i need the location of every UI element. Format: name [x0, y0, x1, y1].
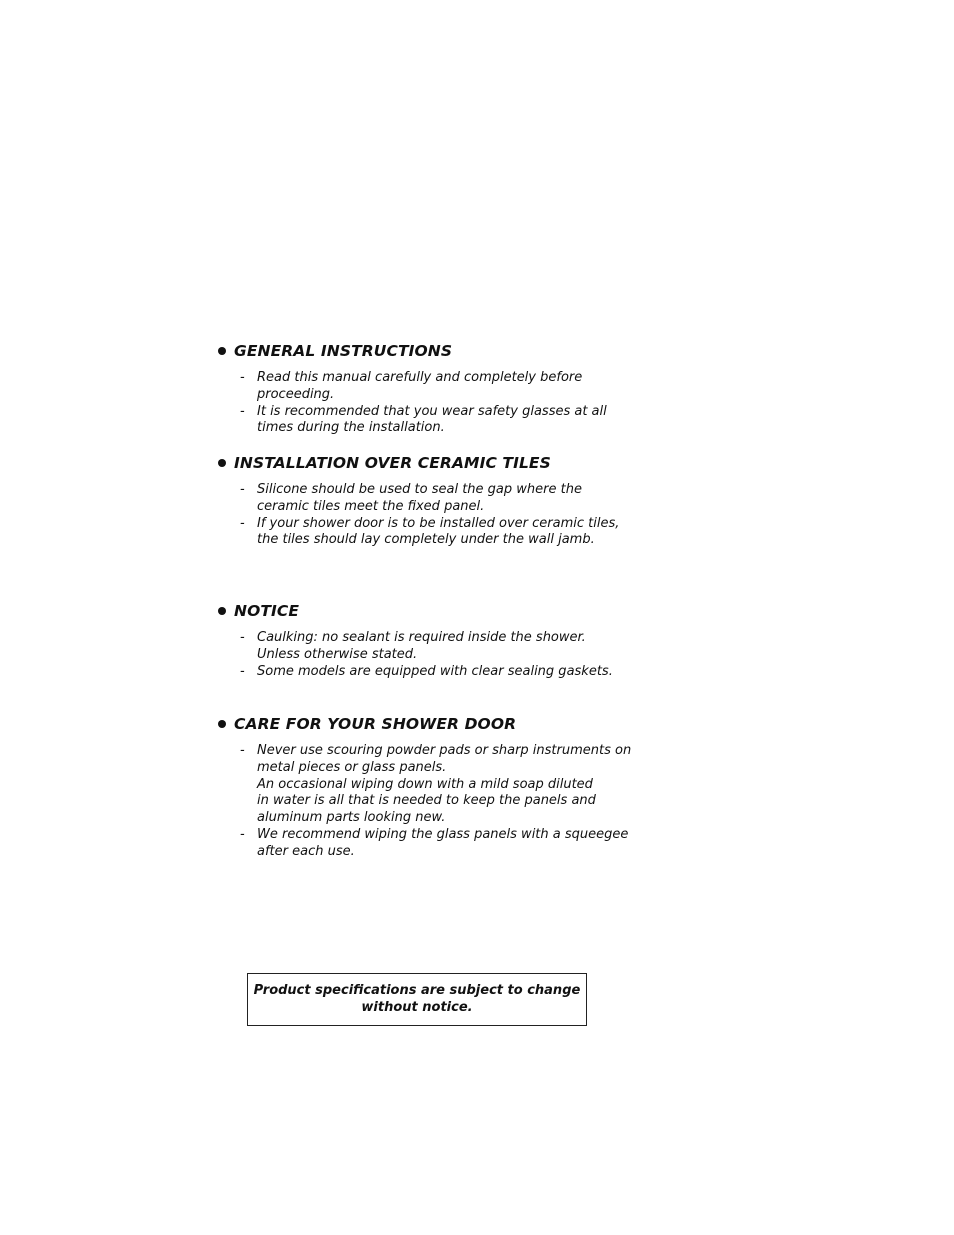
list-item: [218, 664, 638, 681]
instruction-list: [218, 630, 638, 680]
item-line: Never use scouring powder pads or sharp instruments on: [257, 743, 632, 758]
section-installation-over-ceramic-tiles: [218, 452, 638, 549]
notice-line: Product specifications are subject to change: [253, 983, 581, 998]
item-line: If your shower door is to be installed over ceramic tiles,: [257, 515, 620, 531]
item-line: aluminum parts looking new.: [257, 810, 446, 826]
section-heading: [218, 340, 638, 362]
item-line: proceeding.: [257, 386, 335, 402]
section-general-instructions: [218, 340, 638, 437]
list-item: [218, 827, 638, 861]
specifications-notice-box: [247, 973, 587, 1026]
item-line: in water is all that is needed to keep the panels and: [257, 793, 596, 809]
item-line: ceramic tiles meet the fixed panel.: [257, 498, 485, 514]
item-line: It is recommended that you wear safety glasses at all: [257, 403, 607, 419]
notice-line: without notice.: [361, 999, 473, 1015]
item-line: Read this manual carefully and completely before: [257, 370, 583, 385]
heading-text: GENERAL INSTRUCTIONS: [234, 342, 453, 360]
list-item: [218, 630, 638, 664]
section-care-for-your-shower-door: [218, 713, 638, 861]
item-line: An occasional wiping down with a mild soap diluted: [257, 776, 593, 792]
item-line: after each use.: [257, 843, 355, 859]
instruction-list: [218, 370, 638, 437]
list-item: [218, 743, 638, 827]
list-item: [218, 516, 638, 550]
section-notice: [218, 600, 638, 680]
list-item: [218, 482, 638, 516]
item-line: metal pieces or glass panels.: [257, 759, 447, 775]
item-line: We recommend wiping the glass panels with a squeegee: [257, 826, 629, 842]
dash-marker: -: [240, 663, 245, 679]
dash-marker: -: [240, 403, 245, 419]
item-line: Some models are equipped with clear sealing gaskets.: [257, 663, 613, 679]
heading-text: CARE FOR YOUR SHOWER DOOR: [234, 715, 517, 733]
heading-text: NOTICE: [234, 602, 300, 620]
section-heading: [218, 713, 638, 735]
list-item: [218, 404, 638, 438]
dash-marker: -: [240, 743, 245, 758]
bullet-icon: [218, 347, 226, 355]
heading-text: INSTALLATION OVER CERAMIC TILES: [234, 454, 551, 472]
bullet-icon: [218, 720, 226, 728]
bullet-icon: [218, 459, 226, 467]
item-line: Unless otherwise stated.: [257, 646, 418, 662]
item-line: Silicone should be used to seal the gap where the: [257, 482, 582, 497]
dash-marker: -: [240, 370, 245, 385]
item-line: Caulking: no sealant is required inside the shower.: [257, 630, 586, 645]
instruction-list: [218, 743, 638, 861]
section-heading: [218, 600, 638, 622]
dash-marker: -: [240, 630, 245, 645]
section-heading: [218, 452, 638, 474]
item-line: times during the installation.: [257, 420, 445, 436]
bullet-icon: [218, 607, 226, 615]
dash-marker: -: [240, 826, 245, 842]
item-line: the tiles should lay completely under the wall jamb.: [257, 532, 595, 548]
list-item: [218, 370, 638, 404]
dash-marker: -: [240, 515, 245, 531]
dash-marker: -: [240, 482, 245, 497]
instruction-list: [218, 482, 638, 549]
